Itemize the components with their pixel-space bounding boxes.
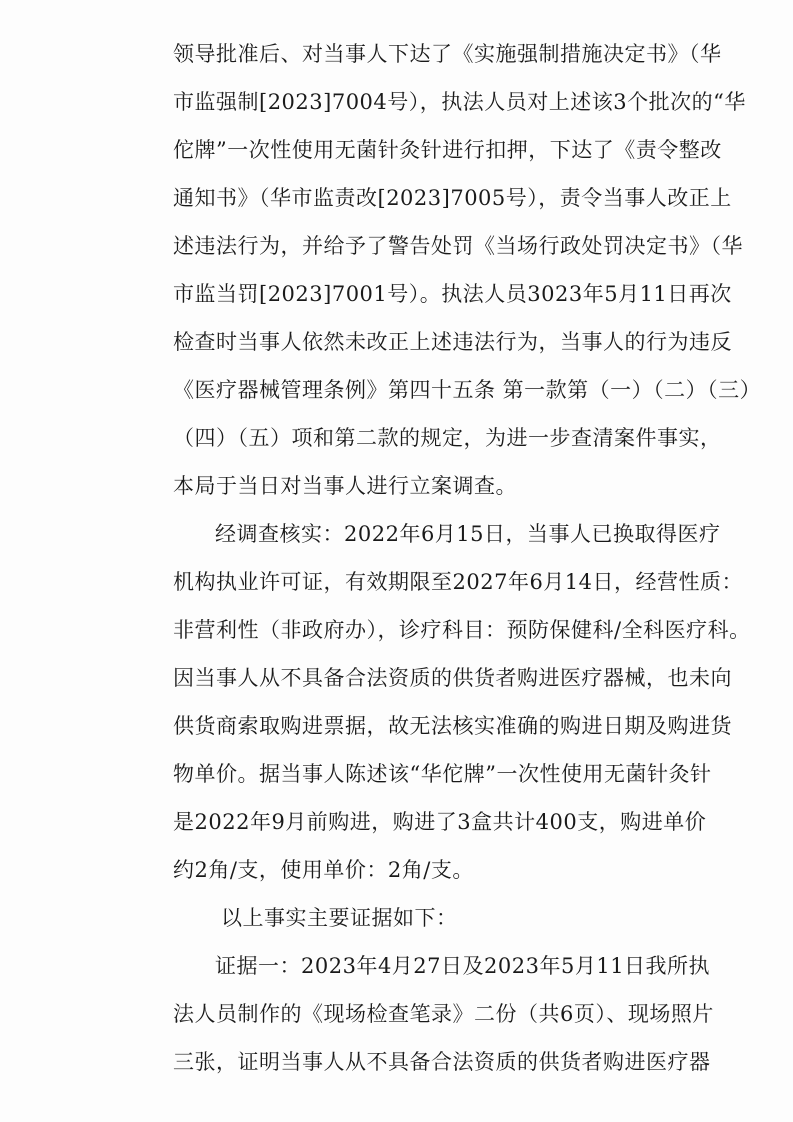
text-line: 约2角/支，使用单价：2角/支。 xyxy=(173,858,474,882)
paragraph-start-line: 证据一：2023年4月27日及2023年5月11日我所执 xyxy=(215,954,711,978)
text-line: 法人员制作的《现场检查笔录》二份（共6页）、现场照片 xyxy=(173,1002,714,1026)
text-line: 机构执业许可证，有效期限至2027年6月14日，经营性质： xyxy=(173,570,744,594)
paragraph-start-line: 经调查核实：2022年6月15日，当事人已换取得医疗 xyxy=(215,522,721,546)
text-line: 领导批准后、对当事人下达了《实施强制措施决定书》（华 xyxy=(173,42,722,66)
text-line: 三张，证明当事人从不具备合法资质的供货者购进医疗器 xyxy=(173,1050,711,1074)
text-line: 市监强制[2023]7004号），执法人员对上述该3个批次的“华 xyxy=(173,90,746,114)
text-line: 因当事人从不具备合法资质的供货者购进医疗器械，也未向 xyxy=(173,666,732,690)
text-line: 物单价。据当事人陈述该“华佗牌”一次性使用无菌针灸针 xyxy=(173,762,712,786)
text-line: 非营利性（非政府办），诊疗科目：预防保健科/全科医疗科。 xyxy=(173,618,751,642)
text-line: 供货商索取购进票据，故无法核实准确的购进日期及购进货 xyxy=(173,714,732,738)
text-line: 本局于当日对当事人进行立案调查。 xyxy=(173,474,517,498)
text-line: 通知书》（华市监责改[2023]7005号），责令当事人改正上 xyxy=(173,186,732,210)
text-line: 《医疗器械管理条例》第四十五条 第一款第（一）（二）（三） xyxy=(173,378,762,402)
text-line: 佗牌”一次性使用无菌针灸针进行扣押，下达了《责令整改 xyxy=(173,138,722,162)
text-line: （四）（五）项和第二款的规定，为进一步查清案件事实， xyxy=(173,426,722,450)
evidence-heading: 以上事实主要证据如下： xyxy=(221,906,458,930)
text-line: 市监当罚[2023]7001号）。执法人员3023年5月11日再次 xyxy=(173,282,732,306)
text-line: 述违法行为，并给予了警告处罚《当场行政处罚决定书》（华 xyxy=(173,234,743,258)
text-line: 是2022年9月前购进，购进了3盒共计400支，购进单价 xyxy=(173,810,707,834)
text-line: 检查时当事人依然未改正上述违法行为，当事人的行为违反 xyxy=(173,330,732,354)
